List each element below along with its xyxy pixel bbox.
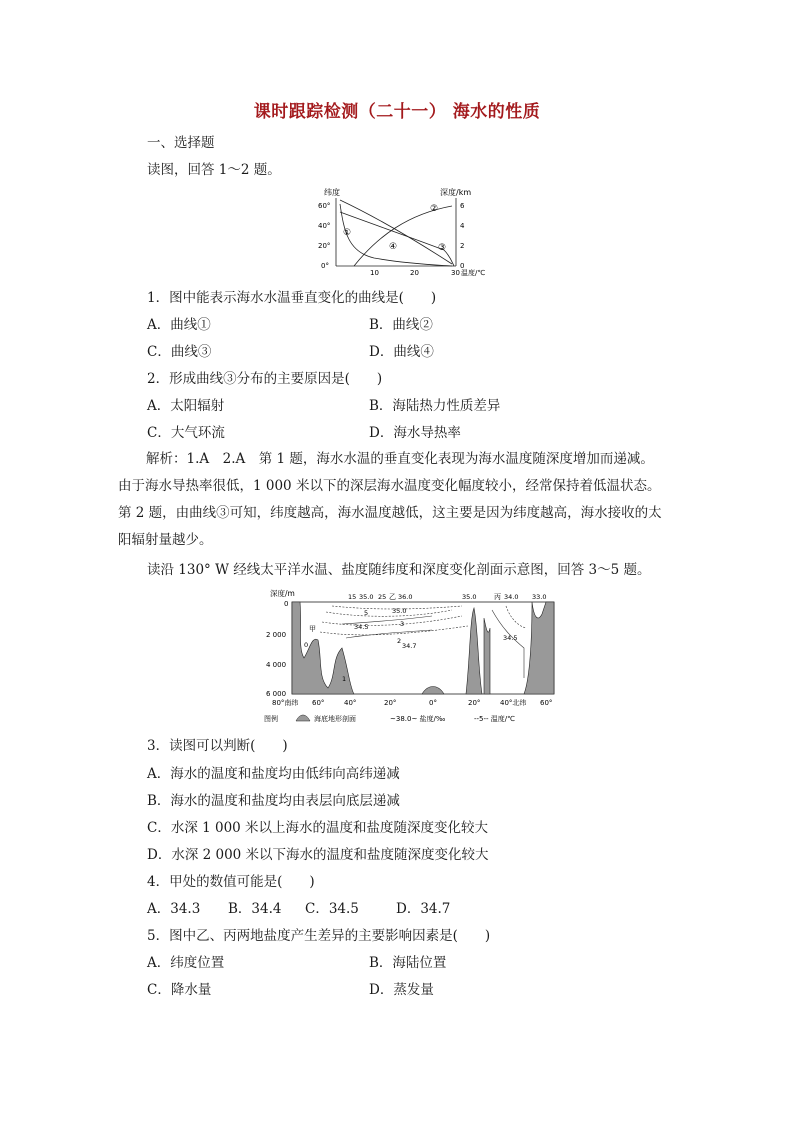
fig2-top-label: 35.0 — [359, 593, 374, 601]
fig1-curve-label: ③ — [438, 243, 447, 253]
fig2-x-tick: 60° — [540, 699, 553, 707]
fig2-y-tick: 4 000 — [266, 661, 287, 669]
fig1-depth-tick: 2 — [460, 242, 465, 250]
fig1-x-tick: 30 — [451, 269, 460, 277]
fig2-inner-label: 2 — [397, 637, 402, 645]
fig1-lat-tick: 0° — [321, 262, 329, 270]
fig2-inner-label: 3 — [400, 620, 405, 628]
question-4-stem: 4．甲处的数值可能是( ) — [147, 874, 315, 890]
fig2-top-label: 乙 — [389, 593, 396, 601]
figure-2-profile — [262, 588, 560, 728]
q2-option-d: D．海水导热率 — [369, 425, 461, 441]
fig1-x-tick: 10 — [370, 269, 379, 277]
fig2-y-tick: 6 000 — [266, 690, 287, 698]
fig1-curve-label: ② — [430, 204, 439, 214]
q4-option-a: A．34.3 — [147, 901, 201, 917]
fig2-x-tick: 40° — [344, 699, 357, 707]
fig2-inner-label: 34.7 — [402, 642, 417, 650]
fig1-lat-tick: 20° — [318, 242, 331, 250]
fig2-x-tick: 20° — [468, 699, 481, 707]
fig1-x-axis-label: 温度/℃ — [461, 269, 486, 277]
q2-option-b: B．海陆热力性质差异 — [369, 398, 501, 414]
terrain-legend-icon — [296, 715, 310, 721]
question-1-stem: 1．图中能表示海水水温垂直变化的曲线是( ) — [147, 290, 437, 306]
fig1-depth-tick: 0 — [460, 262, 465, 270]
q4-option-d: D．34.7 — [396, 901, 451, 917]
section-heading: 一、选择题 — [147, 135, 215, 151]
fig2-legend-terrain: 海底地形剖面 — [314, 715, 356, 723]
fig1-lat-tick: 40° — [318, 222, 331, 230]
figure-1-chart — [318, 186, 486, 278]
fig2-top-label: 35.0 — [462, 593, 477, 601]
fig2-x-tick: 80°南纬 — [272, 699, 299, 707]
fig2-legend-salinity: ~38.0~ 盐度/‰ — [390, 715, 446, 723]
intro-q1-2: 读图，回答 1～2 题。 — [147, 162, 281, 178]
q3-option-a: A．海水的温度和盐度均由低纬向高纬递减 — [147, 766, 400, 782]
q1-option-c: C．曲线③ — [147, 344, 212, 360]
fig2-x-tick: 40°北纬 — [500, 699, 527, 707]
fig1-left-axis-label: 纬度 — [324, 188, 340, 197]
fig2-x-tick: 20° — [384, 699, 397, 707]
question-3-stem: 3．读图可以判断( ) — [147, 738, 288, 754]
fig2-top-label: 15 — [348, 593, 357, 601]
q3-option-b: B．海水的温度和盐度均由表层向底层递减 — [147, 793, 400, 809]
fig2-legend-prefix: 图例 — [264, 715, 278, 723]
q2-option-a: A．太阳辐射 — [147, 398, 225, 414]
fig1-curve-label: ① — [343, 228, 352, 238]
fig2-top-label: 33.0 — [532, 593, 547, 601]
fig2-x-tick: 0° — [429, 699, 437, 707]
fig2-inner-label: 0 — [304, 641, 309, 649]
question-5-stem: 5．图中乙、丙两地盐度产生差异的主要影响因素是( ) — [147, 928, 491, 944]
q5-option-b: B．海陆位置 — [369, 955, 447, 971]
fig1-x-tick: 20 — [410, 269, 419, 277]
q4-option-b: B．34.4 — [228, 901, 282, 917]
fig2-inner-label: 5 — [364, 609, 369, 617]
q3-option-c: C．水深 1 000 米以上海水的温度和盐度随深度变化较大 — [147, 820, 489, 836]
fig1-lat-tick: 60° — [318, 202, 331, 210]
q1-option-b: B．曲线② — [369, 317, 433, 333]
intro-q3-5: 读沿 130° W 经线太平洋水温、盐度随纬度和深度变化剖面示意图，回答 3～5 题。 — [147, 562, 651, 578]
fig1-curve-label: ④ — [389, 242, 398, 252]
fig2-y-axis-label: 深度/m — [270, 589, 295, 598]
fig1-curve-3 — [340, 212, 454, 266]
q4-option-c: C．34.5 — [305, 901, 359, 917]
q5-option-c: C．降水量 — [147, 982, 212, 998]
fig2-inner-label: 34.5 — [503, 634, 518, 642]
fig1-depth-tick: 4 — [460, 222, 465, 230]
q2-option-c: C．大气环流 — [147, 425, 225, 441]
fig2-top-label: 34.0 — [504, 593, 519, 601]
analysis-paragraph: 解析：1.A 2.A 第 1 题，海水水温的垂直变化表现为海水温度随深度增加而递减。由于海水导热率很低，1 000 米以下的深层海水温度变化幅度较小，经常保持着低温状态。第 2 题，由曲线③可知，纬度越高，海水温度越低，这主要是因为纬度越高，海水接收的太阳辐射量越少。 — [118, 451, 662, 548]
fig2-y-tick: 2 000 — [266, 631, 287, 639]
page-title: 课时跟踪检测（二十一） 海水的性质 — [253, 102, 541, 122]
fig2-inner-label: 35.0 — [392, 607, 407, 615]
q1-option-d: D．曲线④ — [369, 344, 434, 360]
fig2-inner-label: 甲 — [309, 625, 316, 633]
question-2-stem: 2．形成曲线③分布的主要原因是( ) — [147, 371, 383, 387]
fig1-depth-tick: 6 — [460, 202, 465, 210]
q5-option-d: D．蒸发量 — [369, 982, 434, 998]
fig2-y-tick: 0 — [284, 600, 289, 608]
q1-option-a: A．曲线① — [147, 317, 211, 333]
fig2-inner-label: 1 — [342, 675, 347, 683]
fig2-top-label: 36.0 — [398, 593, 413, 601]
fig2-legend-temperature: --5-- 温度/℃ — [474, 715, 516, 723]
q3-option-d: D．水深 2 000 米以下海水的温度和盐度随深度变化较大 — [147, 847, 489, 863]
fig1-right-axis-label: 深度/km — [440, 188, 472, 197]
fig1-curve-2 — [354, 206, 452, 266]
fig2-x-tick: 60° — [312, 699, 325, 707]
fig2-inner-label: 34.5 — [354, 623, 369, 631]
fig2-top-label: 25 — [378, 593, 387, 601]
q5-option-a: A．纬度位置 — [147, 955, 225, 971]
fig2-top-label: 丙 — [494, 593, 501, 601]
